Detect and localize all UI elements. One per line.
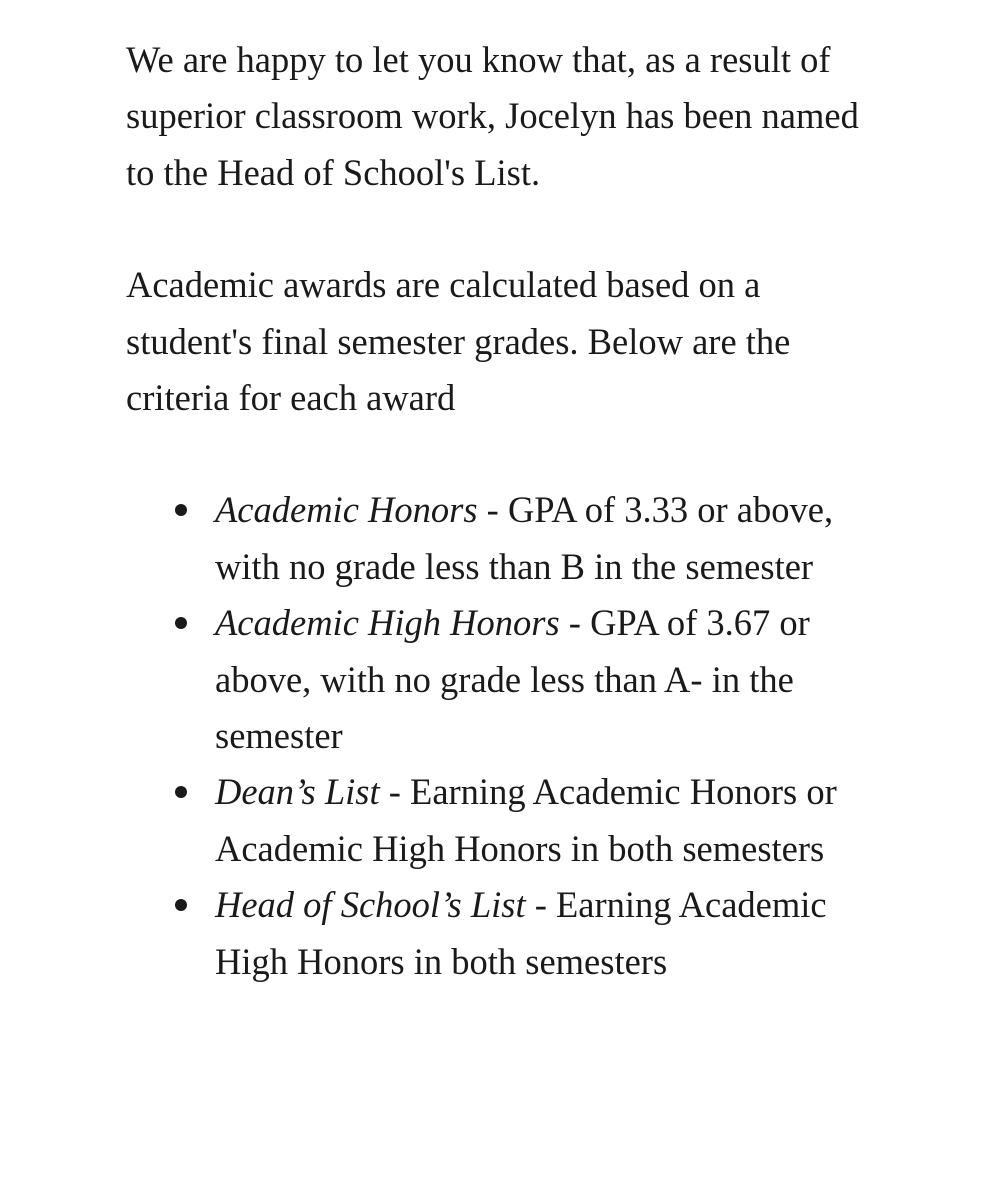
award-term: Academic High Honors — [215, 602, 560, 644]
award-item — [215, 482, 866, 595]
award-description: - GPA of 3.67 or above, with no grade less than A- in the semester — [215, 602, 810, 757]
bullet-icon — [175, 786, 187, 798]
award-description: - Earning Academic Honors or Academic High Honors in both semesters — [215, 771, 837, 869]
criteria-intro-paragraph: Academic awards are calculated based on a student's final semester grades. Below are the criteria for each award — [126, 264, 791, 419]
award-description: - GPA of 3.33 or above, with no grade less than B in the semester — [215, 489, 834, 587]
awards-list — [126, 482, 866, 990]
award-item — [215, 595, 866, 764]
bullet-icon — [175, 617, 187, 629]
award-term: Academic Honors — [215, 489, 478, 531]
bullet-icon — [175, 504, 187, 516]
bullet-icon — [175, 899, 187, 911]
letter-body — [126, 32, 866, 990]
award-description: - Earning Academic High Honors in both semesters — [215, 884, 827, 982]
award-term: Dean’s List — [215, 771, 380, 813]
intro-paragraph: We are happy to let you know that, as a result of superior classroom work, Jocelyn has been named to the Head of School's List. — [126, 39, 859, 193]
award-term: Head of School’s List — [215, 884, 526, 926]
award-item — [215, 764, 866, 877]
award-item — [215, 877, 866, 990]
